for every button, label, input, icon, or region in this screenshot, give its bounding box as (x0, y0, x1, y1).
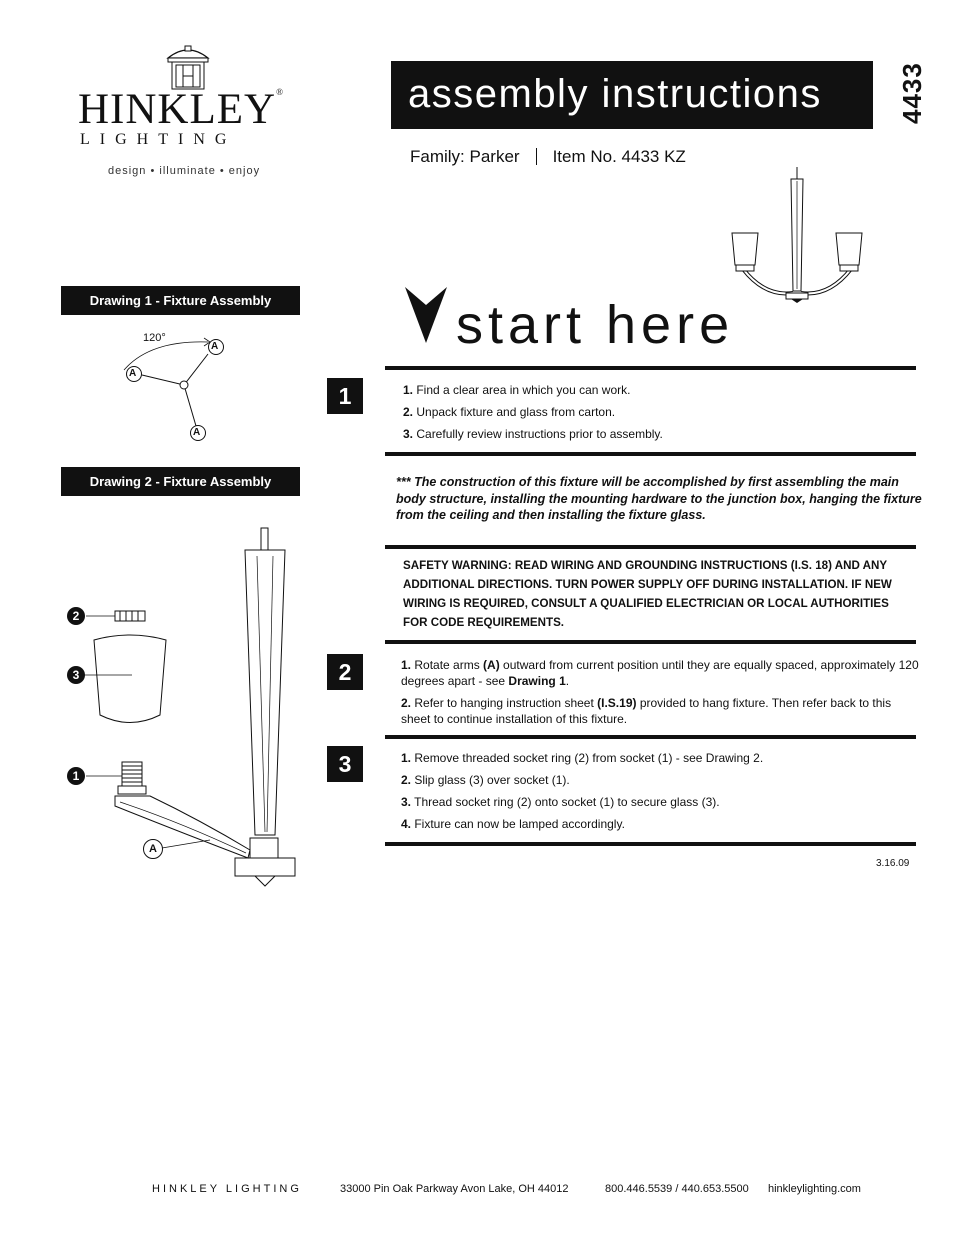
fixture-illustration (725, 165, 870, 305)
drawing-1-label: Drawing 1 - Fixture Assembly (61, 286, 300, 315)
family-name: Family: Parker (410, 147, 520, 166)
callout-3: 3 (67, 666, 85, 684)
page-title: assembly instructions (391, 61, 873, 129)
footer-phone: 800.446.5539 / 440.653.5500 (605, 1183, 749, 1195)
step-3-list (401, 747, 763, 835)
step-3-item: 3. Thread socket ring (2) onto socket (1) to secure glass (3). (401, 795, 720, 809)
divider (536, 148, 537, 165)
drawing-2-label: Drawing 2 - Fixture Assembly (61, 467, 300, 496)
step-3-item: 2. Slip glass (3) over socket (1). (401, 773, 570, 787)
footer-address: 33000 Pin Oak Parkway Avon Lake, OH 44012 (340, 1183, 569, 1195)
arm-label-a: A (193, 427, 201, 438)
family-line (410, 147, 686, 167)
divider-rule (385, 640, 916, 644)
step-number-2: 2 (327, 654, 363, 690)
registered-icon: ® (276, 87, 284, 97)
arm-label-a: A (143, 839, 163, 859)
drawing-1-diagram (110, 330, 240, 448)
step-1-item: 1. Find a clear area in which you can work. (403, 383, 631, 397)
arm-label-a: A (211, 341, 219, 352)
divider-rule (385, 545, 916, 549)
item-code-vertical: 4433 (897, 62, 927, 124)
divider-rule (385, 366, 916, 370)
step-2-item: 2. Refer to hanging instruction sheet (I.S.19) provided to hang fixture. Then refer back to this sheet to continue installation of this fixture. (401, 696, 892, 726)
logo-lantern-icon (163, 44, 213, 90)
divider-rule (385, 842, 916, 846)
step-1-item: 3. Carefully review instructions prior to assembly. (403, 427, 663, 441)
logo-subtitle: LIGHTING (80, 131, 237, 148)
step-1-list (403, 379, 663, 445)
logo-tagline: design • illuminate • enjoy (108, 165, 261, 177)
callout-2: 2 (67, 607, 85, 625)
step-2-list (401, 657, 921, 733)
safety-warning: SAFETY WARNING: READ WIRING AND GROUNDING INSTRUCTIONS (I.S. 18) AND ANY ADDITIONAL DIRECTIONS. TURN POWER SUPPLY OFF DURING INSTALLATION. IF NEW WIRING IS REQUIRED, CONSULT A QUALIFIED ELECTRICIAN OR LOCAL AUTHORITIES FOR CODE REQUIREMENTS. (403, 559, 892, 629)
start-here-heading: start here (456, 295, 735, 355)
drawing-2-diagram (60, 520, 310, 895)
step-number-1: 1 (327, 378, 363, 414)
item-number: Item No. 4433 KZ (552, 147, 686, 166)
arm-label-a: A (129, 368, 137, 379)
logo-wordmark: HINKLEY® (78, 86, 284, 133)
step-3-item: 1. Remove threaded socket ring (2) from socket (1) - see Drawing 2. (401, 751, 764, 765)
step-3-item: 4. Fixture can now be lamped accordingly. (401, 817, 625, 831)
divider-rule (385, 735, 916, 739)
callout-1: 1 (67, 767, 85, 785)
footer-brand: HINKLEY LIGHTING (152, 1183, 302, 1195)
revision-date: 3.16.09 (876, 858, 910, 869)
footer-website[interactable]: hinkleylighting.com (768, 1183, 861, 1195)
step-1-item: 2. Unpack fixture and glass from carton. (403, 405, 616, 419)
divider-rule (385, 452, 916, 456)
arrow-down-icon (403, 285, 449, 345)
angle-label: 120° (143, 332, 166, 344)
step-2-item: 1. Rotate arms (A) outward from current position until they are equally spaced, approximately 120 degrees apart - see Drawing 1. (401, 658, 919, 688)
step-number-3: 3 (327, 746, 363, 782)
construction-note: *** The construction of this fixture will be accomplished by first assembling the main body structure, installing the mounting hardware to the junction box, hanging the fixture from the ceiling and then installing the fixture glass. (396, 475, 922, 522)
